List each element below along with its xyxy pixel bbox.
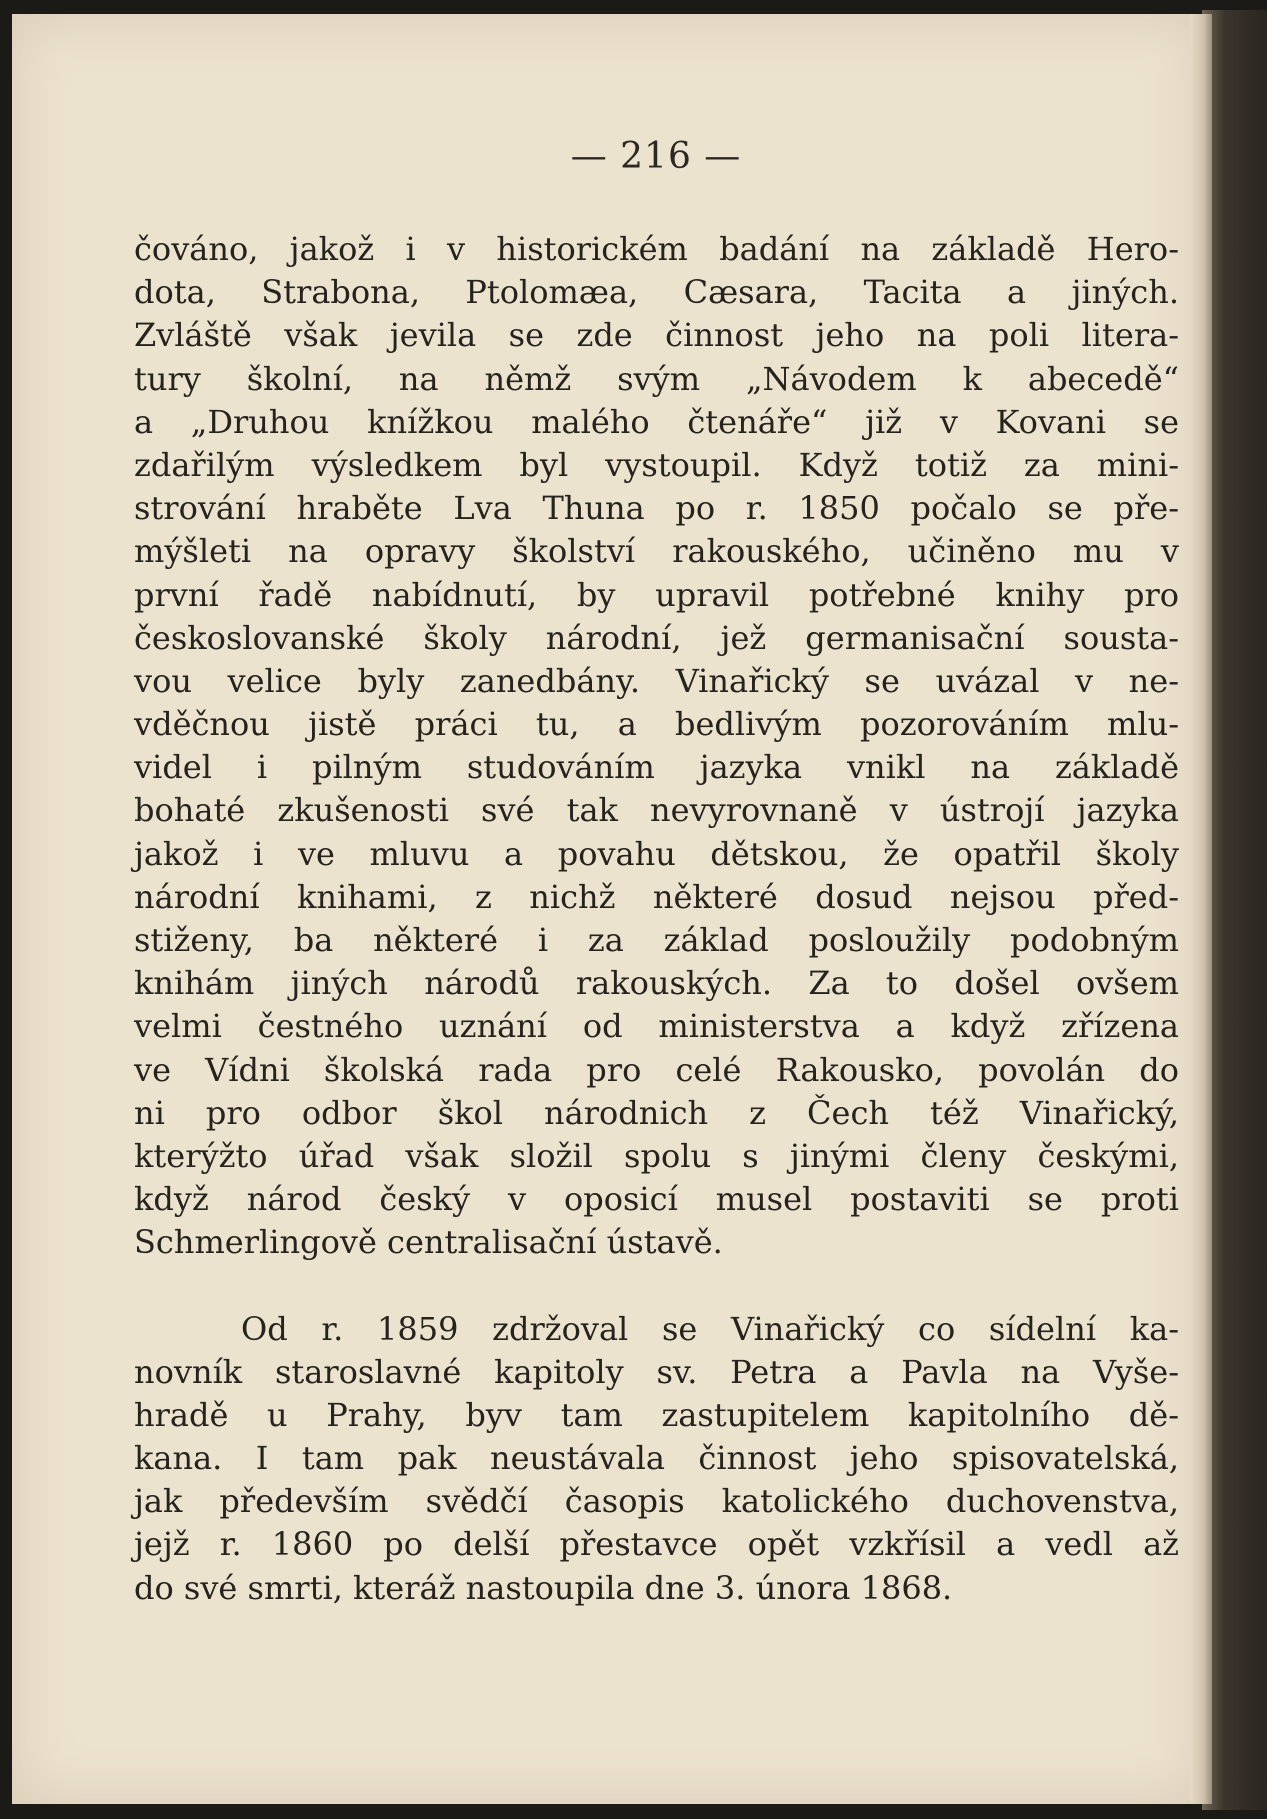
text-line: jejž r. 1860 po delší přestavce opět vzkřísil a vedl až	[134, 1525, 1179, 1564]
text-line: stiženy, ba některé i za základ posloužily podobným	[134, 921, 1179, 959]
text-line: když národ český v oposicí musel postaviti se proti	[134, 1180, 1179, 1219]
text-line: velmi čestného uznání od ministerstva a když zřízena	[134, 1007, 1179, 1046]
text-line: vou velice byly zanedbány. Vinařický se uvázal v ne-	[134, 661, 1179, 700]
text-line: hradě u Prahy, byv tam zastupitelem kapitolního dě-	[134, 1395, 1179, 1434]
text-line: strování hraběte Lva Thuna po r. 1850 počalo se pře-	[134, 489, 1179, 528]
text-line: vděčnou jistě práci tu, a bedlivým pozorováním mlu-	[134, 705, 1179, 744]
text-line: novník staroslavné kapitoly sv. Petra a Pavla na Vyše-	[134, 1352, 1179, 1391]
text-line: Schmerlingově centralisační ústavě.	[134, 1223, 723, 1262]
text-line: ve Vídni školská rada pro celé Rakousko, povolán do	[134, 1050, 1179, 1089]
body-text	[134, 228, 1179, 1610]
text-line: českoslovanské školy národní, jež germanisační sousta-	[134, 618, 1179, 657]
text-line: Zvláště však jevila se zde činnost jeho na poli litera-	[134, 316, 1179, 355]
paragraph-1	[134, 228, 1179, 1265]
text-line: bohaté zkušenosti své tak nevyrovnaně v ústrojí jazyka	[134, 791, 1179, 830]
text-line: do své smrti, kteráž nastoupila dne 3. února 1868.	[134, 1568, 953, 1607]
text-line: Od r. 1859 zdržoval se Vinařický co sídelní ka-	[241, 1309, 1179, 1348]
text-line: dota, Strabona, Ptolomæa, Cæsara, Tacita a jiných.	[134, 273, 1179, 312]
text-line: mýšleti na opravy školství rakouského, učiněno mu v	[134, 532, 1179, 571]
text-line: kterýžto úřad však složil spolu s jinými členy českými,	[134, 1136, 1179, 1175]
text-line: jak především svědčí časopis katolického duchovenstva,	[134, 1482, 1179, 1521]
page-curl-shadow	[1190, 14, 1212, 1804]
text-line: tury školní, na němž svým „Návodem k abecedě“	[134, 359, 1179, 398]
text-line: čováno, jakož i v historickém badání na základě Hero-	[134, 230, 1179, 268]
paragraph-2	[134, 1308, 1179, 1610]
text-line: kana. I tam pak neustávala činnost jeho spisovatelská,	[134, 1439, 1179, 1478]
text-line: ni pro odbor škol národnich z Čech též Vinařický,	[134, 1093, 1179, 1132]
text-line: knihám jiných národů rakouských. Za to došel ovšem	[134, 964, 1179, 1003]
paragraph-gap	[134, 1265, 1179, 1308]
text-line: jakož i ve mluvu a povahu dětskou, že opatřil školy	[134, 834, 1179, 873]
text-line: videl i pilným studováním jazyka vnikl na základě	[134, 748, 1179, 787]
page-number: — 216 —	[570, 136, 742, 177]
text-line: národní knihami, z nichž některé dosud nejsou před-	[134, 877, 1179, 916]
text-line: a „Druhou knížkou malého čtenáře“ již v Kovani se	[134, 402, 1179, 441]
text-line: zdařilým výsledkem byl vystoupil. Když totiž za mini-	[134, 445, 1179, 484]
text-line: první řadě nabídnutí, by upravil potřebné knihy pro	[134, 575, 1179, 614]
